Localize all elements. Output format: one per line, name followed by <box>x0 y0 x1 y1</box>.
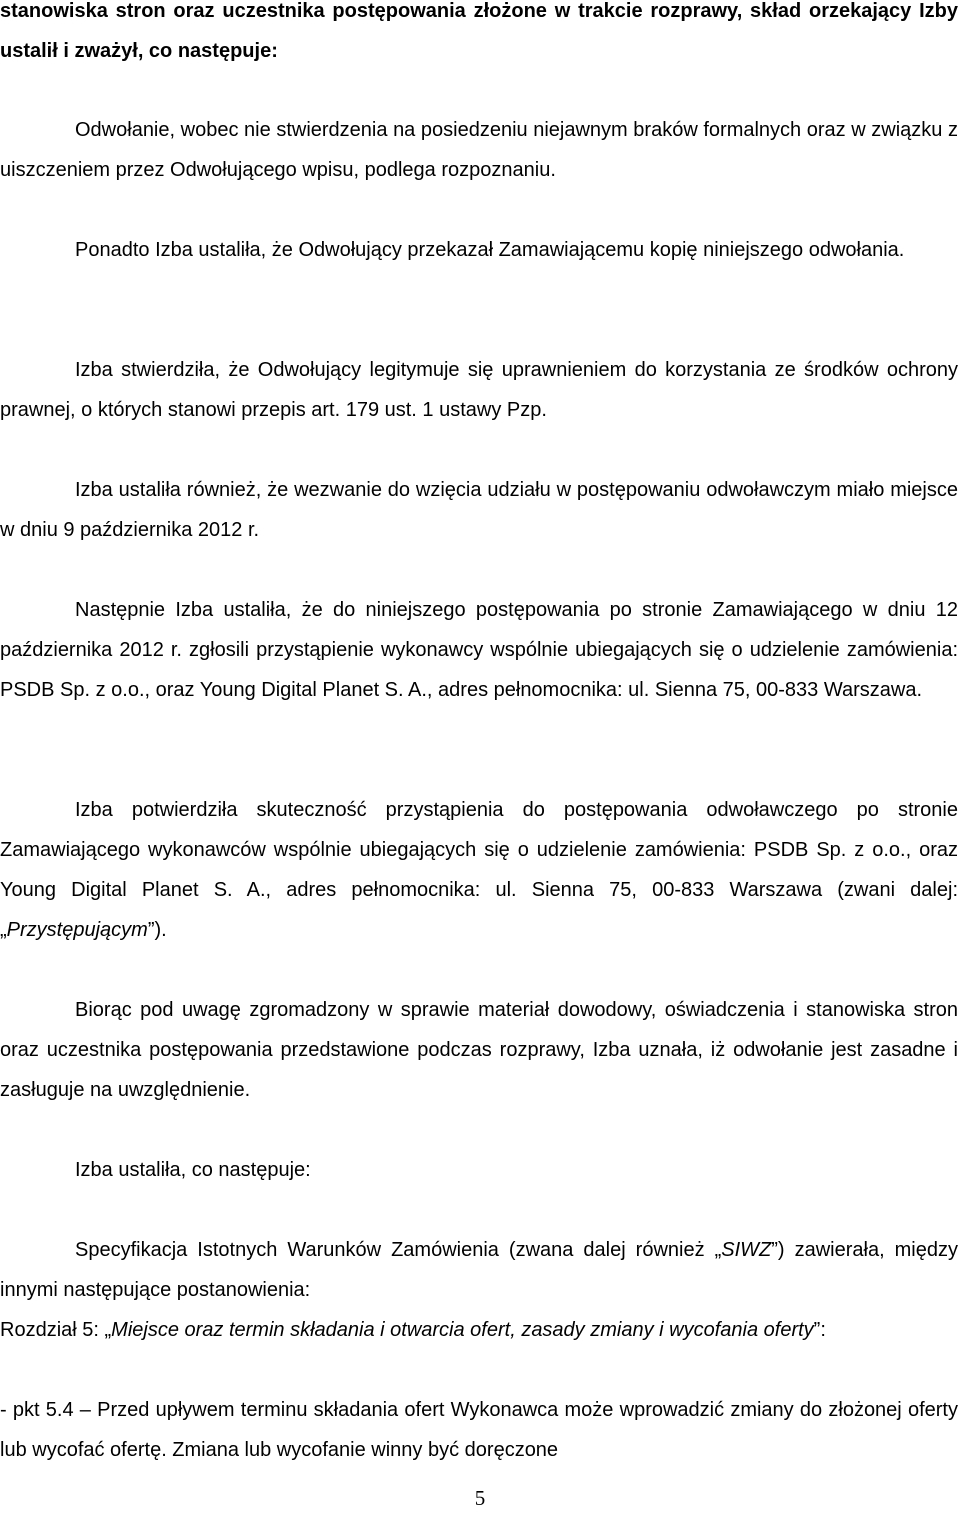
page-number: 5 <box>474 1486 486 1510</box>
paragraph-pkt-5-4: - pkt 5.4 – Przed upływem terminu składania ofert Wykonawca może wprowadzić zmiany do złożonej oferty lub wycofać ofertę. Zmiana lub wycofanie winny być doręczone <box>0 1399 958 1461</box>
paragraph-przystapienie: Następnie Izba ustaliła, że do niniejszego postępowania po stronie Zamawiającego w dniu 12 października 2012 r. zgłosili przystąpienie wykonawcy wspólnie ubiegających się o udzielenie zamówienia: PSDB Sp. z o.o., oraz Young Digital Planet S. A., adres pełnomocnika: ul. Sienna 75, 00-833 Warszawa. <box>0 599 958 701</box>
paragraph-wezwanie: Izba ustaliła również, że wezwanie do wzięcia udziału w postępowaniu odwoławczym miało miejsce w dniu 9 października 2012 r. <box>0 479 958 541</box>
paragraph-ponadto: Ponadto Izba ustaliła, że Odwołujący przekazał Zamawiającemu kopię niniejszego odwołania. <box>75 239 905 261</box>
paragraph-legitymacja: Izba stwierdziła, że Odwołujący legitymuje się uprawnieniem do korzystania ze środków ochrony prawnej, o których stanowi przepis art. 179 ust. 1 ustawy Pzp. <box>0 359 958 421</box>
paragraph-biorac: Biorąc pod uwagę zgromadzony w sprawie materiał dowodowy, oświadczenia i stanowiska stron oraz uczestnika postępowania przedstawione podczas rozprawy, Izba uznała, iż odwołanie jest zasadne i zasługuje na uwzględnienie. <box>0 999 958 1101</box>
text-run: ”: <box>813 1319 826 1341</box>
paragraph-odwolanie: Odwołanie, wobec nie stwierdzenia na posiedzeniu niejawnym braków formalnych oraz w związku z uiszczeniem przez Odwołującego wpisu, podlega rozpoznaniu. <box>0 119 958 181</box>
italic-chapter-title: Miejsce oraz termin składania i otwarcia ofert, zasady zmiany i wycofania oferty <box>111 1319 814 1341</box>
paragraph-specyfikacja <box>0 1230 958 1310</box>
italic-term-przystepujacym: Przystępującym <box>6 919 148 941</box>
text-run: ”). <box>147 919 167 941</box>
paragraph-intro: stanowiska stron oraz uczestnika postępowania złożone w trakcie rozprawy, skład orzekający Izby ustalił i zważył, co następuje: <box>0 0 958 62</box>
text-run: Specyfikacja Istotnych Warunków Zamówienia (zwana dalej również „ <box>75 1239 722 1261</box>
text-run: Rozdział 5: „ <box>0 1319 112 1341</box>
paragraph-skutecznosc <box>0 790 958 950</box>
italic-term-siwz: SIWZ <box>721 1239 772 1261</box>
text-run: ”) zawierała, między innymi następujące postanowienia: <box>0 1239 958 1301</box>
text-run: Izba potwierdziła skuteczność przystąpienia do postępowania odwoławczego po stronie Zamawiającego wykonawców wspólnie ubiegających się o udzielenie zamówienia: PSDB Sp. z o.o., oraz Young Digital Planet S. A., adres pełnomocnika: ul. Sienna 75, 00-833 Warszawa (zwani dalej: „ <box>0 799 958 941</box>
paragraph-izba-ustalila: Izba ustaliła, co następuje: <box>75 1159 311 1181</box>
paragraph-rozdzial-5 <box>0 1310 958 1350</box>
